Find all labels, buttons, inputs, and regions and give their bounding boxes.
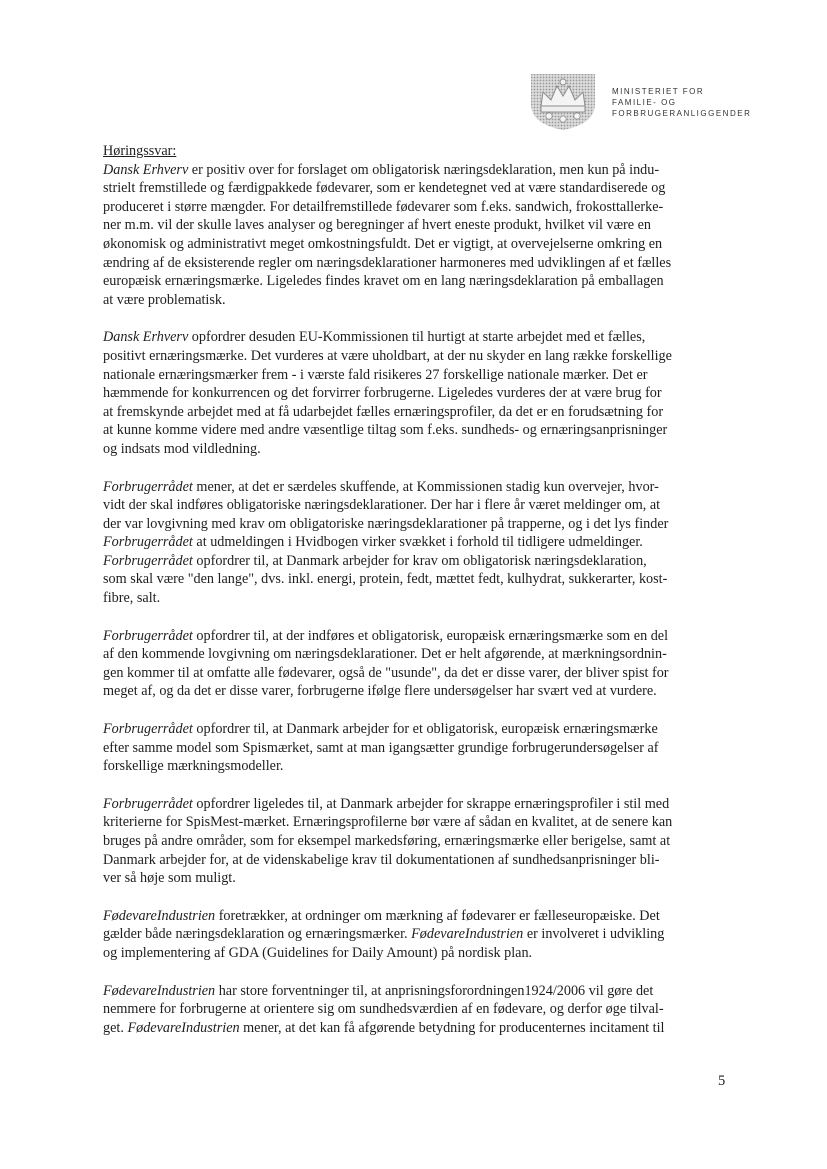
body-text: ver så høje som muligt. <box>103 870 236 887</box>
letterhead <box>527 70 751 132</box>
paragraph <box>103 478 739 608</box>
page-number: 5 <box>718 1073 726 1089</box>
body-text: nationale ernæringsmærker frem - i værste fald risikeres 27 forskellige nationale mærker. Det er <box>103 366 648 383</box>
paragraph <box>103 982 739 1038</box>
body-text: gælder både næringsdeklaration og ernæringsmærker. <box>103 926 412 943</box>
body-text: strielt fremstillede og færdigpakkede fødevarer, som er kendetegnet ved at være standardiserede og <box>103 180 666 197</box>
text-line <box>103 478 739 497</box>
text-line <box>103 907 739 926</box>
text-line <box>103 851 739 870</box>
text-line <box>103 813 739 832</box>
body-text: mener, at det er særdeles skuffende, at Kommissionen stadig kun overvejer, hvor- <box>192 478 659 495</box>
organization-name: Dansk Erhverv <box>103 329 189 346</box>
body-text: og indsats mod vildledning. <box>103 440 261 457</box>
text-line <box>103 869 739 888</box>
paragraph <box>103 161 739 310</box>
paragraph <box>103 795 739 888</box>
text-line <box>103 682 739 701</box>
text-line <box>103 216 739 235</box>
body-text: at udmeldingen i Hvidbogen virker svækket i forhold til tidligere udmeldinger. <box>192 534 643 551</box>
organization-name: Forbrugerrådet <box>103 478 193 495</box>
text-line <box>103 179 739 198</box>
text-line <box>103 533 739 552</box>
body-text: af den kommende lovgivning om næringsdeklarationer. Det er helt afgørende, at mærkningsordnin- <box>103 646 667 663</box>
text-line <box>103 757 739 776</box>
body-text: som skal være "den lange", dvs. inkl. energi, protein, fedt, mættet fedt, kulhydrat, sukkerarter, kost- <box>103 571 668 588</box>
body-text: vidt der skal indføres obligatoriske næringsdeklarationer. Der har i flere år været meldinger om, at <box>103 497 661 514</box>
body-text: der var lovgivning med krav om obligatoriske næringsdeklarationer på trapperne, og i det lys finder <box>103 515 669 532</box>
text-line <box>103 515 739 534</box>
text-line <box>103 795 739 814</box>
body-text: bruges på andre områder, som for eksempel markedsføring, ernæringsmærke eller berigelse, samt at <box>103 833 671 849</box>
text-line <box>103 1000 739 1019</box>
text-line <box>103 235 739 254</box>
text-line <box>103 254 739 273</box>
body-text: fibre, salt. <box>103 590 161 607</box>
ministry-line: MINISTERIET FOR <box>612 87 705 96</box>
body-text: gen kommer til at omfatte alle fødevarer, også de "usunde", da det er disse varer, der bliver spist for <box>103 664 669 681</box>
body-text: meget af, og da det er disse varer, forbrugerne ifølge flere undersøgelser har svært ved at vurdere. <box>103 683 657 700</box>
organization-name: FødevareIndustrien <box>103 982 216 999</box>
body-text: ner m.m. vil der skulle laves analyser og beregninger af hvert eneste produkt, hvilket vil være en <box>103 217 652 234</box>
body-text: opfordrer til, at der indføres et obligatorisk, europæisk ernæringsmærke som en del <box>192 627 669 644</box>
organization-name: Dansk Erhverv <box>103 161 189 178</box>
text-line <box>103 384 739 403</box>
text-line <box>103 944 739 963</box>
paragraph-list <box>103 161 739 1038</box>
body-text: opfordrer ligeledes til, at Danmark arbejder for skrappe ernæringsprofiler i stil med <box>192 795 670 812</box>
text-line <box>103 645 739 664</box>
organization-name: Forbrugerrådet <box>103 534 193 551</box>
paragraph <box>103 720 739 776</box>
body-text: foretrækker, at ordninger om mærkning af fødevarer er fælleseuropæiske. Det <box>215 907 660 924</box>
organization-name: FødevareIndustrien <box>103 907 216 924</box>
body-text: økonomisk og administrativt meget omkostningsfuldt. Det er vigtigt, at overvejelserne omkring en <box>103 235 663 252</box>
body-text: har store forventninger til, at anprisningsforordningen1924/2006 vil gøre det <box>215 982 654 999</box>
paragraph <box>103 907 739 963</box>
body-text: at være problematisk. <box>103 291 226 308</box>
body-text: opfordrer til, at Danmark arbejder for krav om obligatorisk næringsdeklaration, <box>192 552 647 569</box>
organization-name: FødevareIndustrien <box>411 926 524 943</box>
ministry-line: FAMILIE- OG <box>612 98 677 107</box>
body-text: kriterierne for SpisMest-mærket. Ernæringsprofilerne bør være af sådan en kvalitet, at de senere kan <box>103 814 673 831</box>
body-text: er involveret i udvikling <box>523 926 665 943</box>
text-line <box>103 925 739 944</box>
body-text: er positiv over for forslaget om obligatorisk næringsdeklaration, men kun på indu- <box>188 161 660 178</box>
organization-name: Forbrugerrådet <box>103 795 193 812</box>
text-line <box>103 720 739 739</box>
text-line <box>103 347 739 366</box>
ministry-name <box>612 86 751 119</box>
body-text: mener, at det kan få afgørende betydning for producenternes incitament til <box>239 1019 665 1036</box>
text-line <box>103 291 739 310</box>
text-line <box>103 982 739 1001</box>
body-text: Danmark arbejder for, at de videnskabelige krav til dokumentationen af sundhedsanprisninger bli- <box>103 851 660 868</box>
text-line <box>103 627 739 646</box>
text-line <box>103 440 739 459</box>
text-line <box>103 198 739 217</box>
organization-name: Forbrugerrådet <box>103 627 193 644</box>
organization-name: FødevareIndustrien <box>127 1019 240 1036</box>
body-text: forskellige mærkningsmodeller. <box>103 758 284 775</box>
text-line <box>103 272 739 291</box>
text-line <box>103 552 739 571</box>
organization-name: Forbrugerrådet <box>103 552 193 569</box>
section-heading: Høringssvar: <box>103 143 177 159</box>
text-line <box>103 366 739 385</box>
text-line <box>103 328 739 347</box>
document-body <box>103 142 739 1056</box>
text-line <box>103 496 739 515</box>
organization-name: Forbrugerrådet <box>103 721 193 738</box>
body-text: europæisk ernæringsmærke. Ligeledes findes kravet om en lang næringsdeklaration på emballagen <box>103 273 664 290</box>
text-line <box>103 161 739 180</box>
text-line <box>103 421 739 440</box>
text-line <box>103 1019 739 1038</box>
text-line <box>103 739 739 758</box>
text-line <box>103 664 739 683</box>
text-line <box>103 589 739 608</box>
body-text: at fremskynde arbejdet med at få udarbejdet fælles ernæringsprofiler, da det er en forudsætning for <box>103 403 664 420</box>
paragraph <box>103 627 739 701</box>
paragraph <box>103 328 739 458</box>
text-line <box>103 832 739 851</box>
body-text: og implementering af GDA (Guidelines for Daily Amount) på nordisk plan. <box>103 944 533 961</box>
body-text: produceret i større mængder. For detailfremstillede fødevarer som f.eks. sandwich, frokosttallerke- <box>103 198 664 215</box>
ministry-line: FORBRUGERANLIGGENDER <box>612 109 752 118</box>
body-text: efter samme model som Spismærket, samt at man igangsætter grundige forbrugerundersøgelser af <box>103 739 659 756</box>
body-text: get. <box>103 1019 128 1036</box>
body-text: at kunne komme videre med andre væsentlige tiltag som f.eks. sundheds- og ernæringsanprisninger <box>103 422 668 439</box>
body-text: nemmere for forbrugerne at orientere sig om sundhedsværdien af en fødevare, og derfor øge tilval- <box>103 1001 664 1018</box>
body-text: positivt ernæringsmærke. Det vurderes at være uholdbart, at der nu skyder en lang række forskellige <box>103 347 672 364</box>
text-line <box>103 403 739 422</box>
text-line <box>103 570 739 589</box>
body-text: opfordrer desuden EU-Kommissionen til hurtigt at starte arbejdet med et fælles, <box>188 329 646 346</box>
body-text: ændring af de eksisterende regler om næringsdeklarationer harmoneres med udviklingen af et fælles <box>103 254 672 271</box>
royal-crown-logo-icon <box>527 70 599 132</box>
body-text: opfordrer til, at Danmark arbejder for et obligatorisk, europæisk ernæringsmærke <box>192 721 658 738</box>
body-text: hæmmende for konkurrencen og det forvirrer forbrugerne. Ligeledes vurderes der at være brug for <box>103 385 662 402</box>
